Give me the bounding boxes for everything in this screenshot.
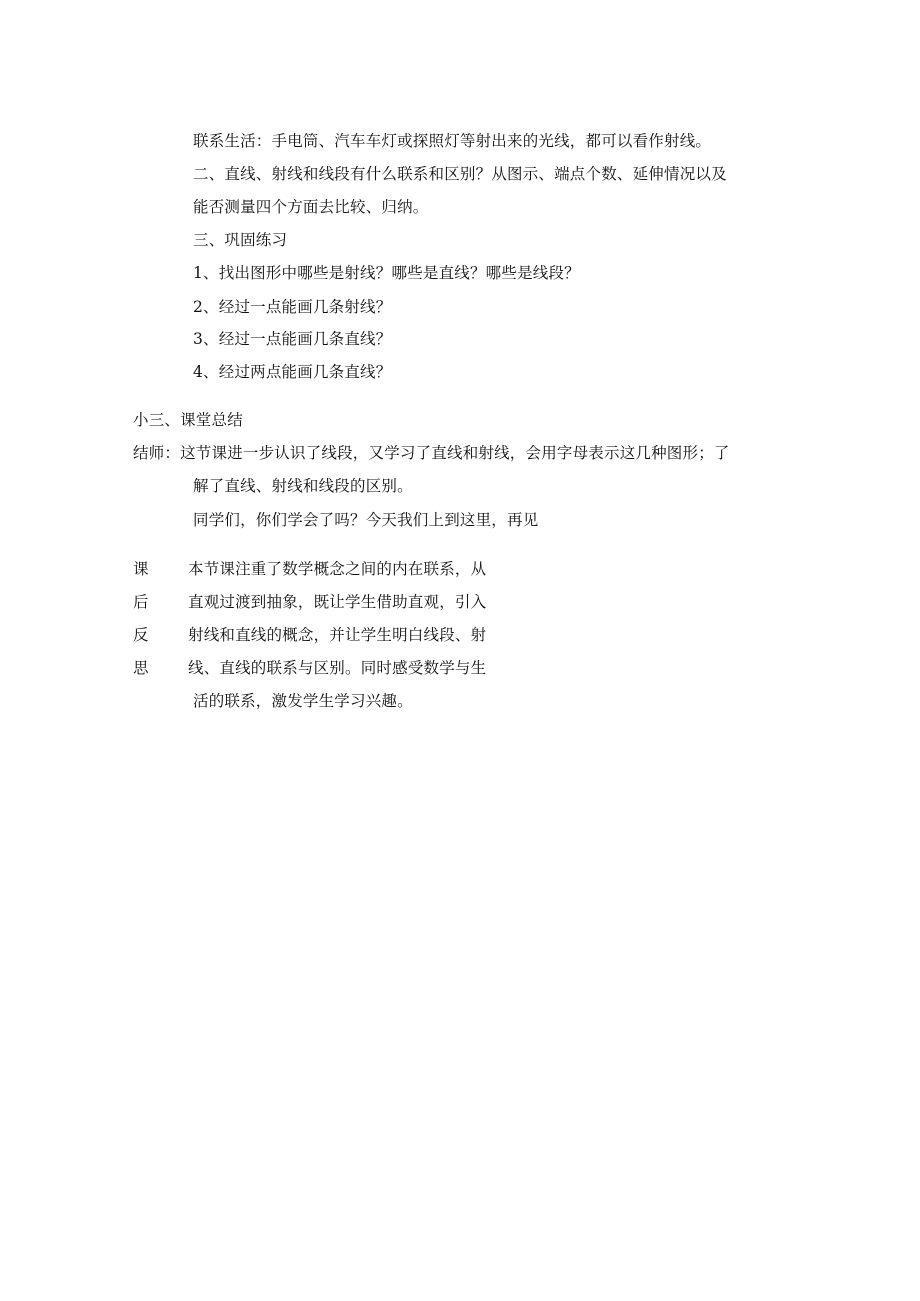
farewell-line: 同学们，你们学会了吗？今天我们上到这里，再见 — [193, 511, 539, 529]
reflection-line: 直观过渡到抽象，既让学生借助直观，引入 — [188, 593, 487, 611]
reflection-label-char: 反 — [133, 626, 149, 644]
teacher-summary: 结师：这节课进一步认识了线段，又学习了直线和射线，会用字母表示这几种图形；了 — [133, 444, 730, 462]
summary-heading: 小三、课堂总结 — [133, 411, 243, 429]
reflection-line: 射线和直线的概念，并让学生明白线段、射 — [188, 626, 487, 644]
teacher-summary-cont: 解了直线、射线和线段的区别。 — [193, 477, 413, 495]
reflection-label-char: 思 — [133, 659, 149, 677]
reflection-label-char: 后 — [133, 593, 149, 611]
practice-item-3: 3、经过一点能画几条直线？ — [193, 330, 392, 348]
paragraph-comparison: 二、直线、射线和线段有什么联系和区别？从图示、端点个数、延伸情况以及 — [193, 165, 727, 183]
reflection-line: 活的联系，激发学生学习兴趣。 — [193, 692, 413, 710]
paragraph-comparison-cont: 能否测量四个方面去比较、归纳。 — [193, 198, 429, 216]
practice-item-2: 2、经过一点能画几条射线？ — [193, 298, 392, 316]
reflection-line: 线、直线的联系与区别。同时感受数学与生 — [188, 659, 487, 677]
paragraph-life-connection: 联系生活：手电筒、汽车车灯或探照灯等射出来的光线，都可以看作射线。 — [193, 132, 712, 150]
reflection-line: 本节课注重了数学概念之间的内在联系，从 — [188, 560, 487, 578]
practice-item-4: 4、经过两点能画几条直线？ — [193, 363, 392, 381]
section-heading-practice: 三、巩固练习 — [193, 231, 288, 249]
practice-item-1: 1、找出图形中哪些是射线？哪些是直线？哪些是线段？ — [193, 264, 580, 282]
reflection-label-char: 课 — [133, 560, 149, 578]
